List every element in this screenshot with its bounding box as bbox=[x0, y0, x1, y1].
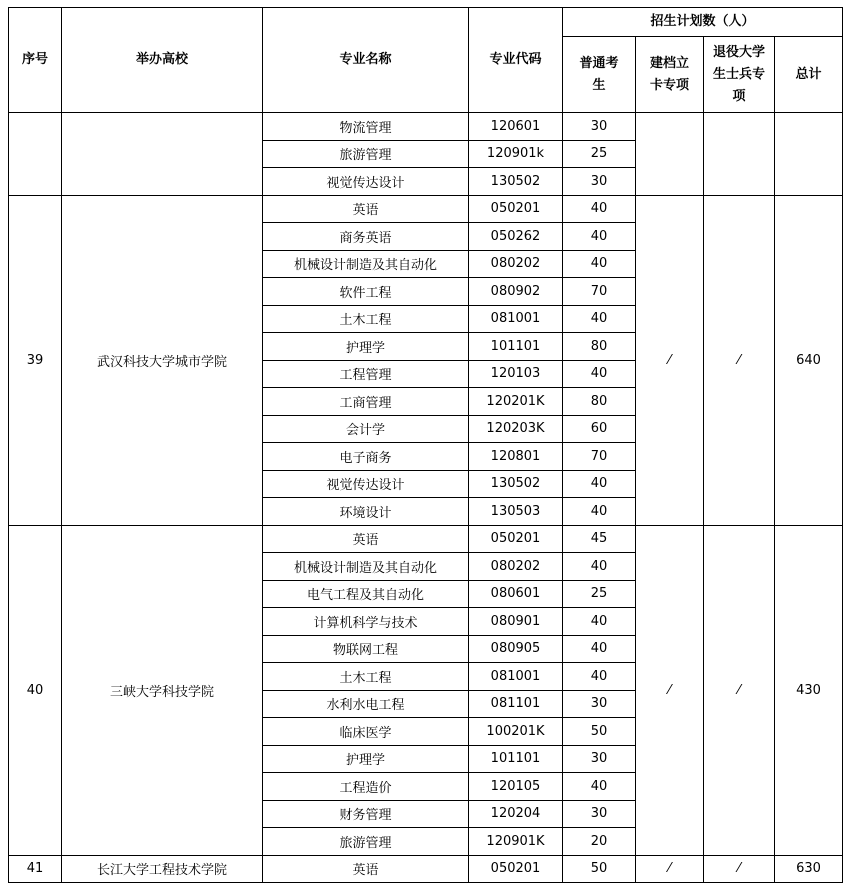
major-name-cell: 软件工程 bbox=[263, 278, 469, 306]
header-card: 建档立卡专项 bbox=[636, 37, 704, 113]
major-name-cell: 电气工程及其自动化 bbox=[263, 580, 469, 608]
school-cell: 长江大学工程技术学院 bbox=[62, 855, 263, 883]
normal-count-cell: 40 bbox=[563, 195, 636, 223]
major-code-cell: 130502 bbox=[469, 470, 563, 498]
major-name-cell: 物流管理 bbox=[263, 113, 469, 141]
header-major-name: 专业名称 bbox=[263, 8, 469, 113]
table-row bbox=[9, 525, 843, 553]
major-code-cell: 080601 bbox=[469, 580, 563, 608]
school-cell: 武汉科技大学城市学院 bbox=[62, 195, 263, 525]
major-name-cell: 商务英语 bbox=[263, 223, 469, 251]
veteran-count-cell: ⁄ bbox=[704, 525, 775, 855]
normal-count-cell: 70 bbox=[563, 278, 636, 306]
total-count-cell bbox=[775, 113, 843, 196]
seq-cell: 39 bbox=[9, 195, 62, 525]
major-code-cell: 050201 bbox=[469, 855, 563, 883]
normal-count-cell: 40 bbox=[563, 250, 636, 278]
normal-count-cell: 40 bbox=[563, 470, 636, 498]
major-name-cell: 英语 bbox=[263, 525, 469, 553]
school-cell: 三峡大学科技学院 bbox=[62, 525, 263, 855]
major-name-cell: 旅游管理 bbox=[263, 828, 469, 856]
major-code-cell: 120901K bbox=[469, 828, 563, 856]
header-plan-group: 招生计划数（人） bbox=[563, 8, 843, 37]
major-name-cell: 机械设计制造及其自动化 bbox=[263, 553, 469, 581]
major-code-cell: 080901 bbox=[469, 608, 563, 636]
major-name-cell: 护理学 bbox=[263, 745, 469, 773]
major-code-cell: 120801 bbox=[469, 443, 563, 471]
normal-count-cell: 25 bbox=[563, 140, 636, 168]
major-code-cell: 050262 bbox=[469, 223, 563, 251]
table-row bbox=[9, 195, 843, 223]
major-code-cell: 080905 bbox=[469, 635, 563, 663]
normal-count-cell: 40 bbox=[563, 663, 636, 691]
normal-count-cell: 30 bbox=[563, 800, 636, 828]
major-name-cell: 护理学 bbox=[263, 333, 469, 361]
major-name-cell: 水利水电工程 bbox=[263, 690, 469, 718]
major-code-cell: 081001 bbox=[469, 663, 563, 691]
normal-count-cell: 50 bbox=[563, 855, 636, 883]
normal-count-cell: 45 bbox=[563, 525, 636, 553]
major-code-cell: 101101 bbox=[469, 333, 563, 361]
major-code-cell: 081101 bbox=[469, 690, 563, 718]
header-school: 举办高校 bbox=[62, 8, 263, 113]
major-name-cell: 电子商务 bbox=[263, 443, 469, 471]
normal-count-cell: 80 bbox=[563, 388, 636, 416]
card-count-cell: ⁄ bbox=[636, 195, 704, 525]
major-code-cell: 120201K bbox=[469, 388, 563, 416]
major-code-cell: 050201 bbox=[469, 195, 563, 223]
normal-count-cell: 30 bbox=[563, 745, 636, 773]
normal-count-cell: 40 bbox=[563, 498, 636, 526]
major-name-cell: 机械设计制造及其自动化 bbox=[263, 250, 469, 278]
major-code-cell: 080202 bbox=[469, 553, 563, 581]
major-name-cell: 计算机科学与技术 bbox=[263, 608, 469, 636]
veteran-count-cell bbox=[704, 113, 775, 196]
normal-count-cell: 25 bbox=[563, 580, 636, 608]
normal-count-cell: 30 bbox=[563, 113, 636, 141]
card-count-cell: ⁄ bbox=[636, 525, 704, 855]
normal-count-cell: 80 bbox=[563, 333, 636, 361]
header-normal: 普通考生 bbox=[563, 37, 636, 113]
major-name-cell: 会计学 bbox=[263, 415, 469, 443]
total-count-cell: 640 bbox=[775, 195, 843, 525]
normal-count-cell: 60 bbox=[563, 415, 636, 443]
major-code-cell: 130502 bbox=[469, 168, 563, 196]
major-code-cell: 050201 bbox=[469, 525, 563, 553]
header-seq: 序号 bbox=[9, 8, 62, 113]
normal-count-cell: 40 bbox=[563, 635, 636, 663]
major-name-cell: 旅游管理 bbox=[263, 140, 469, 168]
veteran-count-cell: ⁄ bbox=[704, 855, 775, 883]
school-cell bbox=[62, 113, 263, 196]
card-count-cell bbox=[636, 113, 704, 196]
major-code-cell: 120204 bbox=[469, 800, 563, 828]
normal-count-cell: 40 bbox=[563, 608, 636, 636]
major-name-cell: 土木工程 bbox=[263, 663, 469, 691]
admission-plan-table bbox=[8, 7, 843, 883]
normal-count-cell: 70 bbox=[563, 443, 636, 471]
major-code-cell: 120901k bbox=[469, 140, 563, 168]
major-name-cell: 物联网工程 bbox=[263, 635, 469, 663]
normal-count-cell: 40 bbox=[563, 360, 636, 388]
major-name-cell: 土木工程 bbox=[263, 305, 469, 333]
card-count-cell: ⁄ bbox=[636, 855, 704, 883]
table-row bbox=[9, 855, 843, 883]
major-name-cell: 工程造价 bbox=[263, 773, 469, 801]
normal-count-cell: 30 bbox=[563, 690, 636, 718]
major-code-cell: 120103 bbox=[469, 360, 563, 388]
major-code-cell: 100201K bbox=[469, 718, 563, 746]
major-code-cell: 081001 bbox=[469, 305, 563, 333]
major-code-cell: 120601 bbox=[469, 113, 563, 141]
header-veteran: 退役大学生士兵专项 bbox=[704, 37, 775, 113]
table-body bbox=[9, 113, 843, 883]
header-total: 总计 bbox=[775, 37, 843, 113]
normal-count-cell: 40 bbox=[563, 553, 636, 581]
major-code-cell: 101101 bbox=[469, 745, 563, 773]
total-count-cell: 630 bbox=[775, 855, 843, 883]
header-row-1 bbox=[9, 8, 843, 37]
normal-count-cell: 20 bbox=[563, 828, 636, 856]
normal-count-cell: 50 bbox=[563, 718, 636, 746]
major-name-cell: 英语 bbox=[263, 855, 469, 883]
seq-cell: 40 bbox=[9, 525, 62, 855]
major-name-cell: 工程管理 bbox=[263, 360, 469, 388]
seq-cell: 41 bbox=[9, 855, 62, 883]
total-count-cell: 430 bbox=[775, 525, 843, 855]
major-name-cell: 环境设计 bbox=[263, 498, 469, 526]
seq-cell bbox=[9, 113, 62, 196]
major-code-cell: 130503 bbox=[469, 498, 563, 526]
normal-count-cell: 30 bbox=[563, 168, 636, 196]
major-code-cell: 120105 bbox=[469, 773, 563, 801]
major-code-cell: 120203K bbox=[469, 415, 563, 443]
major-name-cell: 工商管理 bbox=[263, 388, 469, 416]
normal-count-cell: 40 bbox=[563, 223, 636, 251]
veteran-count-cell: ⁄ bbox=[704, 195, 775, 525]
major-name-cell: 临床医学 bbox=[263, 718, 469, 746]
major-code-cell: 080902 bbox=[469, 278, 563, 306]
major-name-cell: 视觉传达设计 bbox=[263, 470, 469, 498]
major-code-cell: 080202 bbox=[469, 250, 563, 278]
table-row bbox=[9, 113, 843, 141]
major-name-cell: 英语 bbox=[263, 195, 469, 223]
major-name-cell: 视觉传达设计 bbox=[263, 168, 469, 196]
normal-count-cell: 40 bbox=[563, 773, 636, 801]
major-name-cell: 财务管理 bbox=[263, 800, 469, 828]
normal-count-cell: 40 bbox=[563, 305, 636, 333]
header-major-code: 专业代码 bbox=[469, 8, 563, 113]
